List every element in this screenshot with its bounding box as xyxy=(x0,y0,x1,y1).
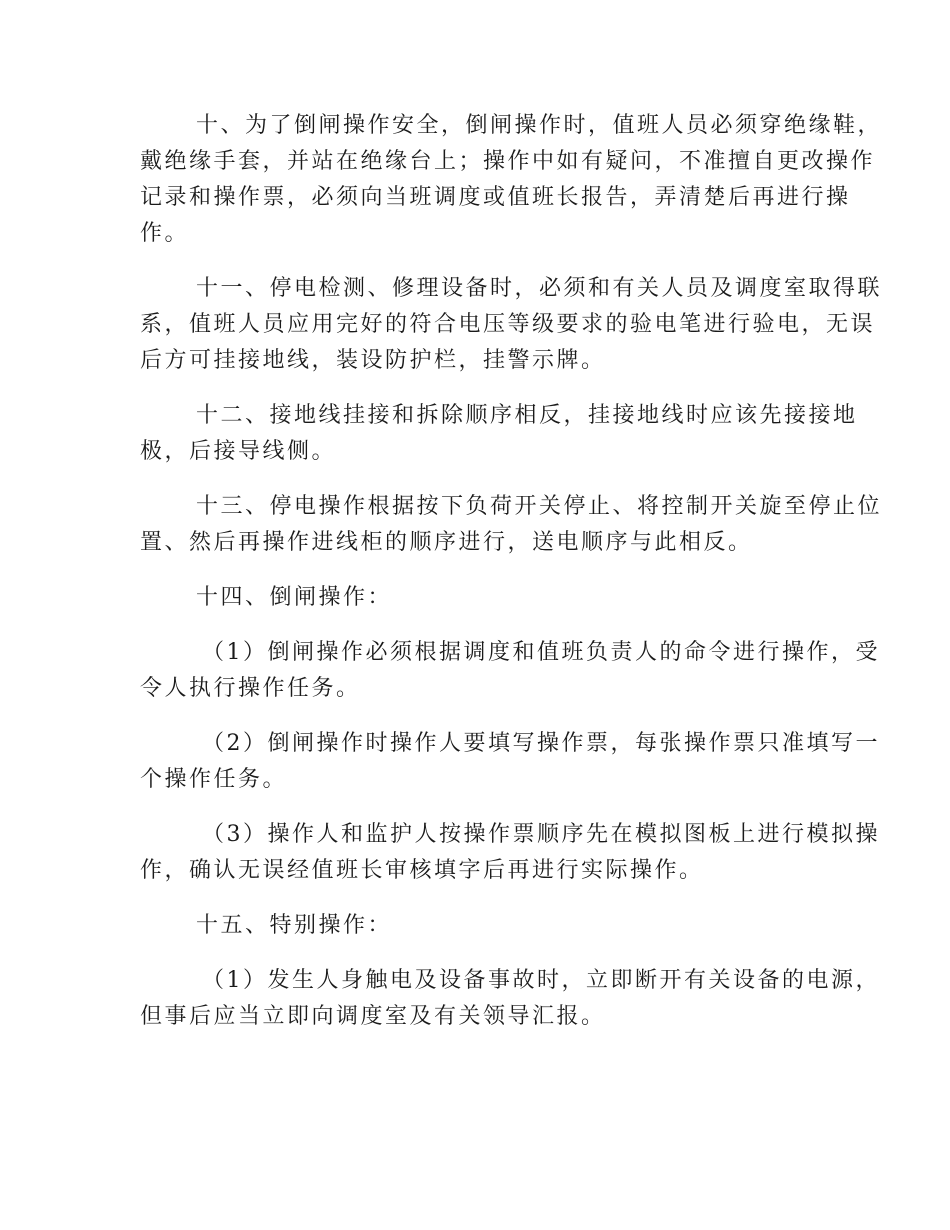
paragraph xyxy=(140,817,880,889)
text-line: 个操作任务。 xyxy=(140,767,288,792)
text-line: 记录和操作票，必须向当班调度或值班长报告，弄清楚后再进行操 xyxy=(140,185,851,210)
document-page xyxy=(140,108,883,1054)
text-line: 但事后应当立即向调度室及有关领导汇报。 xyxy=(140,1004,606,1029)
text-line: 十二、接地线挂接和拆除顺序相反，挂接地线时应该先接接地 xyxy=(196,403,858,428)
text-line: 系，值班人员应用完好的符合电压等级要求的验电笔进行验电，无误 xyxy=(140,312,876,337)
text-line: （2）倒闸操作时操作人要填写操作票，每张操作票只准填写一 xyxy=(202,731,880,756)
paragraph xyxy=(140,908,820,944)
text-line: 后方可挂接地线，装设防护栏，挂警示牌。 xyxy=(140,348,606,373)
text-line: 十四、倒闸操作： xyxy=(196,585,393,610)
text-line: 十五、特别操作： xyxy=(196,913,393,938)
text-line: 极，后接导线侧。 xyxy=(140,439,337,464)
text-line: 作，确认无误经值班长审核填字后再进行实际操作。 xyxy=(140,858,704,883)
text-line: （1）倒闸操作必须根据调度和值班负责人的命令进行操作，受 xyxy=(202,640,880,665)
paragraph xyxy=(140,398,858,470)
paragraph xyxy=(140,963,880,1035)
paragraph xyxy=(140,580,820,616)
text-line: 十一、停电检测、修理设备时，必须和有关人员及调度室取得联 xyxy=(196,276,883,301)
text-line: （1）发生人身触电及设备事故时，立即断开有关设备的电源， xyxy=(202,968,880,993)
paragraph xyxy=(140,726,880,798)
text-line: 令人执行操作任务。 xyxy=(140,676,361,701)
paragraph xyxy=(140,635,880,707)
text-line: 作。 xyxy=(140,221,190,246)
text-line: 置、然后再操作进线柜的顺序进行，送电顺序与此相反。 xyxy=(140,530,753,555)
text-line: 十三、停电操作根据按下负荷开关停止、将控制开关旋至停止位 xyxy=(196,494,883,519)
text-line: （3）操作人和监护人按操作票顺序先在模拟图板上进行模拟操 xyxy=(202,822,880,847)
paragraph xyxy=(140,108,883,252)
paragraph xyxy=(140,489,883,561)
text-line: 戴绝缘手套，并站在绝缘台上；操作中如有疑问，不准擅自更改操作 xyxy=(140,149,876,174)
paragraph xyxy=(140,271,883,379)
text-line: 十、为了倒闸操作安全，倒闸操作时，值班人员必须穿绝缘鞋， xyxy=(196,113,883,138)
